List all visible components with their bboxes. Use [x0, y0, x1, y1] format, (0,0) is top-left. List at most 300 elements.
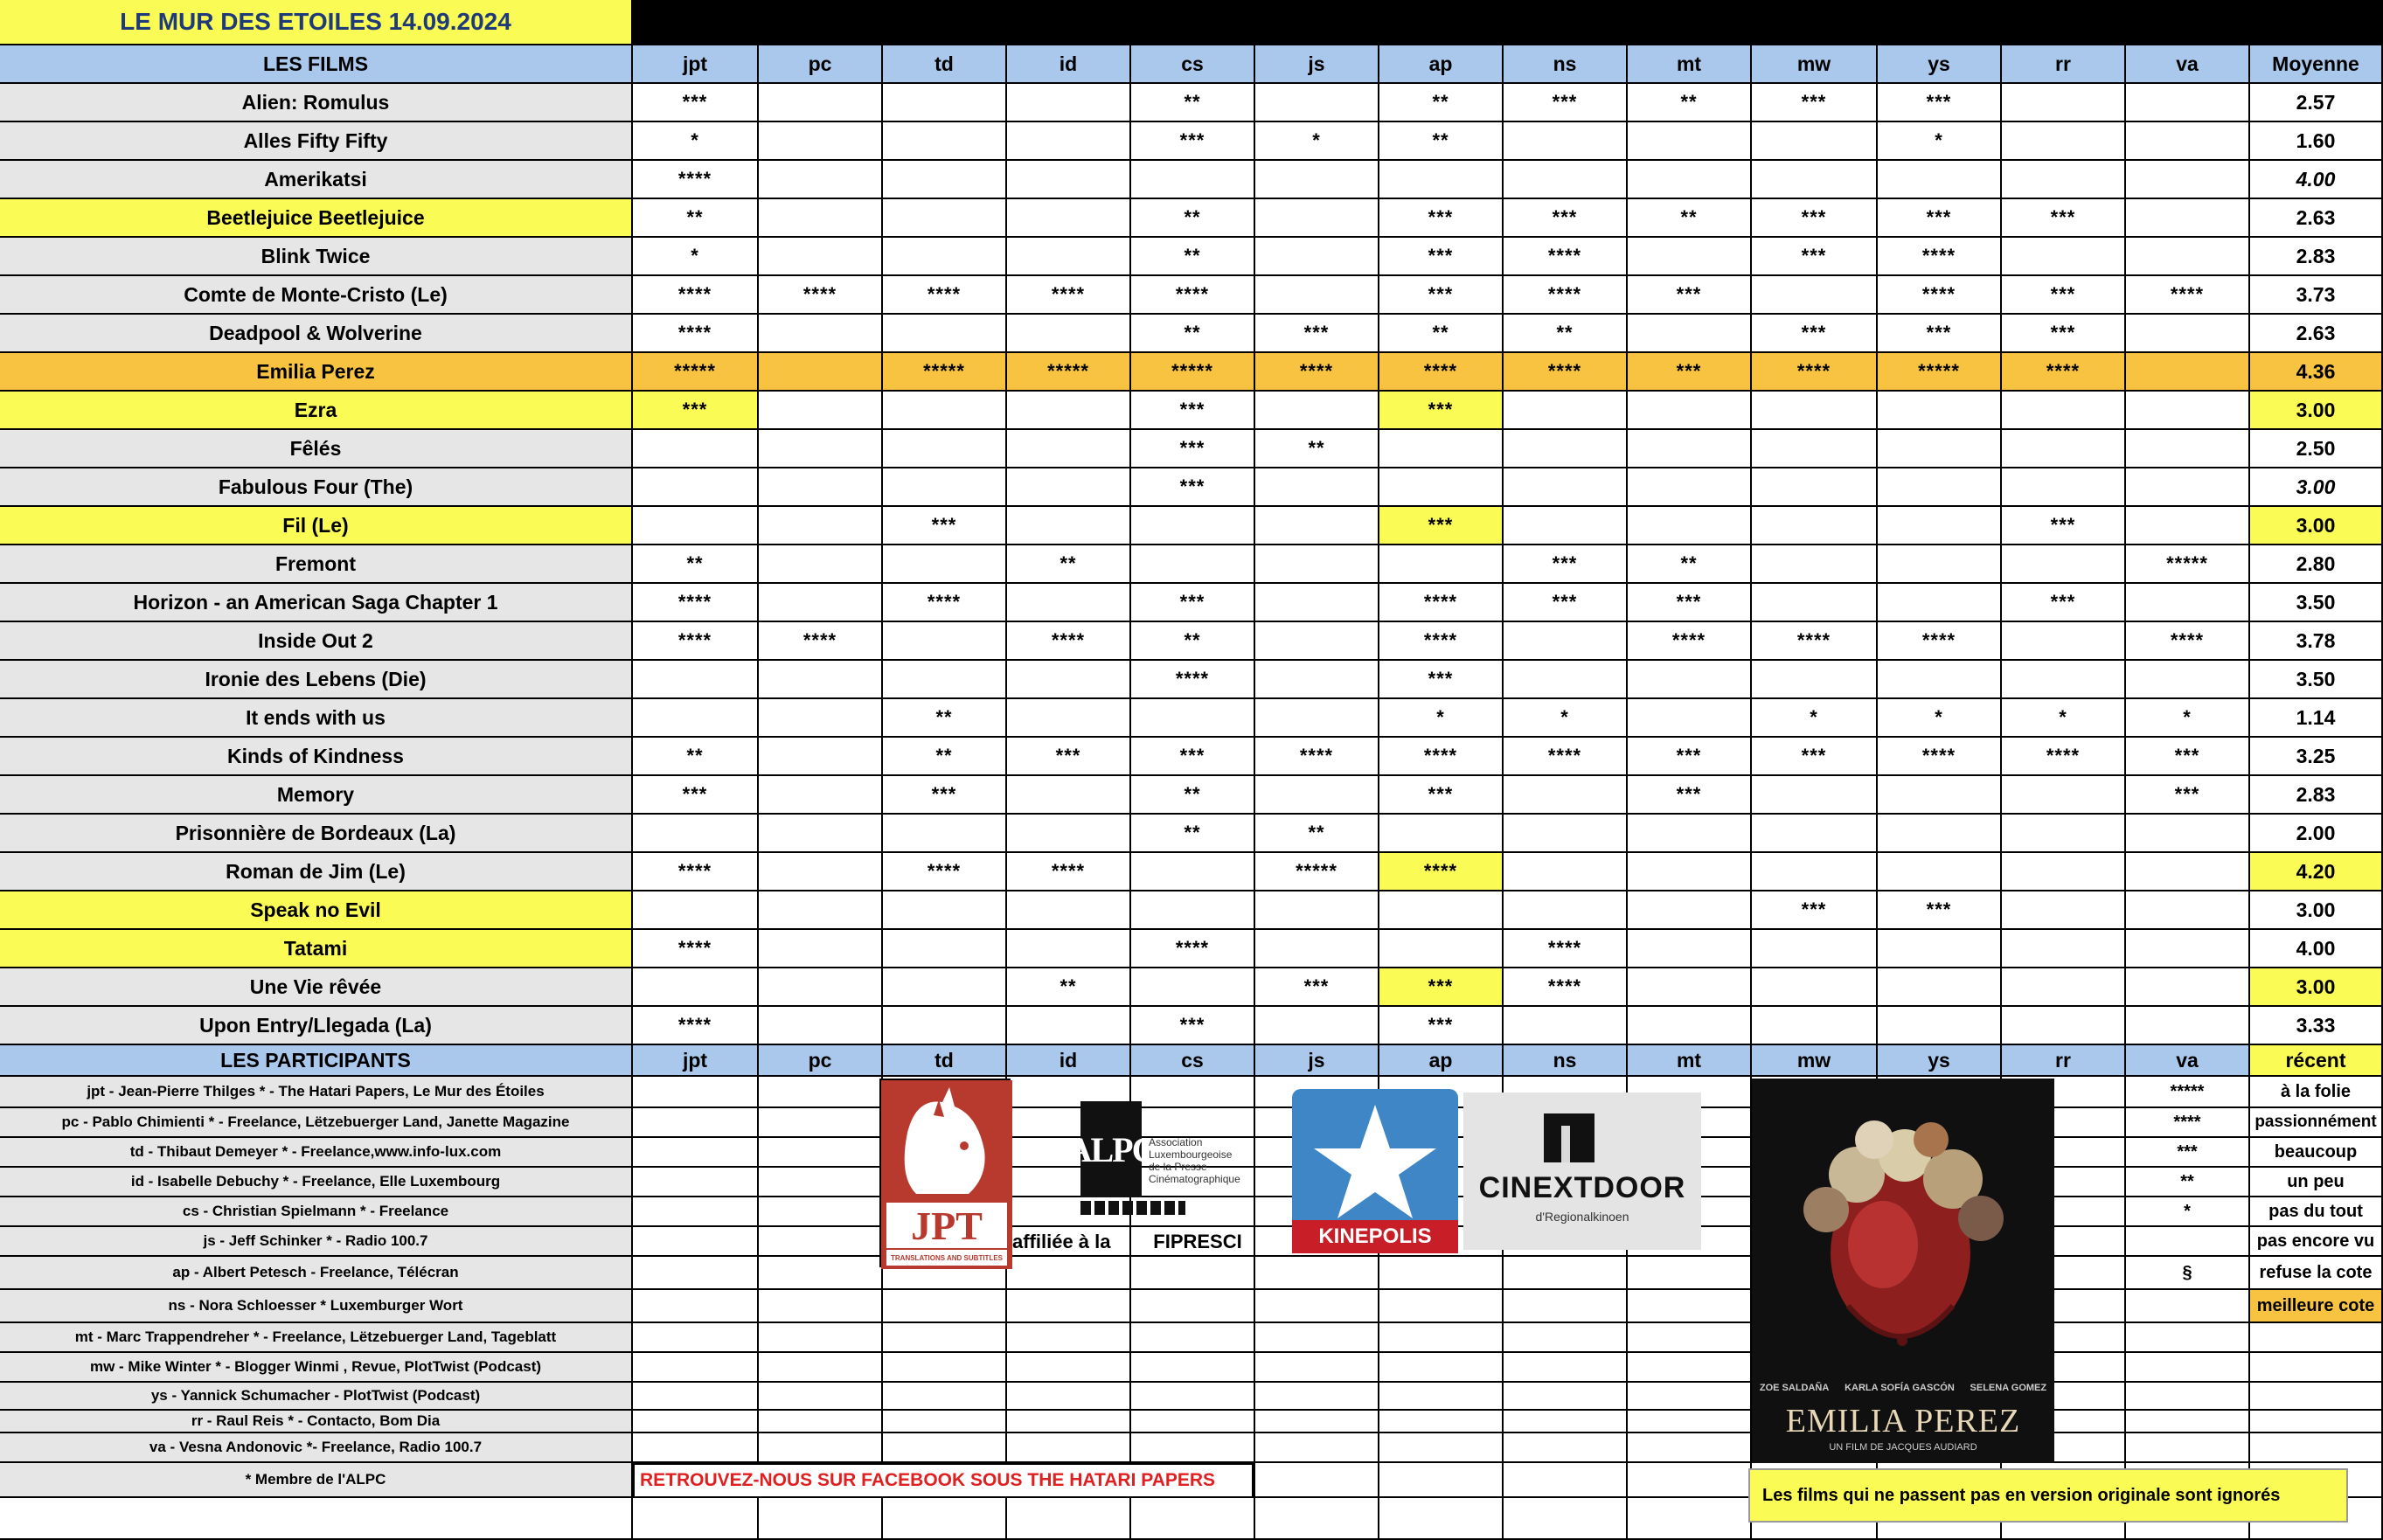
rating-cell: **** [1007, 853, 1131, 891]
rating-cell [1131, 968, 1255, 1007]
fipresci-text: FIPRESCI [1153, 1231, 1242, 1252]
rating-cell [1007, 122, 1131, 161]
door-icon [1544, 1113, 1594, 1162]
rating-cell: *** [1752, 199, 1878, 238]
rating-cell [1504, 430, 1628, 468]
rating-cell: *** [1752, 238, 1878, 276]
empty-cell [2250, 1433, 2383, 1463]
rating-cell [1628, 661, 1752, 699]
empty-cell [633, 1077, 759, 1108]
film-title: Fabulous Four (The) [0, 468, 633, 507]
rating-cell: **** [1379, 622, 1504, 661]
average-value: 3.50 [2250, 584, 2383, 622]
rating-cell [883, 238, 1007, 276]
empty-cell [1131, 1498, 1255, 1540]
rating-cell [759, 315, 883, 353]
rating-cell: **** [2002, 738, 2126, 776]
rating-cell [759, 968, 883, 1007]
film-title: Ezra [0, 392, 633, 430]
average-value: 2.57 [2250, 84, 2383, 122]
participant-entry: pc - Pablo Chimienti * - Freelance, Lëtzebuerger Land, Janette Magazine [0, 1108, 633, 1138]
rating-cell [1628, 122, 1752, 161]
rating-cell: **** [883, 584, 1007, 622]
empty-cell [759, 1227, 883, 1257]
average-value: 3.73 [2250, 276, 2383, 315]
empty-cell [1504, 1353, 1628, 1383]
rating-cell: *** [1379, 1007, 1504, 1045]
rating-cell [1752, 584, 1878, 622]
rating-cell [1504, 622, 1628, 661]
rating-cell [2002, 161, 2126, 199]
rating-cell [1628, 891, 1752, 930]
rating-cell [759, 84, 883, 122]
participant-entry: jpt - Jean-Pierre Thilges * - The Hatari Papers, Le Mur des Étoiles [0, 1077, 633, 1108]
rating-cell [2126, 815, 2250, 853]
rating-cell [2002, 122, 2126, 161]
empty-cell [1255, 1411, 1379, 1433]
rating-cell [2002, 622, 2126, 661]
empty-cell [883, 1433, 1007, 1463]
rating-cell [883, 891, 1007, 930]
empty-cell [1007, 1411, 1131, 1433]
rating-cell [2002, 930, 2126, 968]
empty-cell [759, 1168, 883, 1197]
critic-header-ap: ap [1379, 45, 1504, 84]
rating-cell: *** [1131, 584, 1255, 622]
rating-cell: * [1255, 122, 1379, 161]
empty-cell [1131, 1323, 1255, 1353]
rating-cell: *** [1504, 584, 1628, 622]
empty-cell [759, 1077, 883, 1108]
film-title: Roman de Jim (Le) [0, 853, 633, 891]
rating-cell [883, 392, 1007, 430]
empty-cell [2250, 1411, 2383, 1433]
rating-cell: *** [2002, 507, 2126, 545]
rating-cell [633, 430, 759, 468]
rating-cell: *** [1379, 507, 1504, 545]
title-bar-black [633, 0, 2383, 45]
rating-cell [759, 430, 883, 468]
rating-cell [633, 661, 759, 699]
empty-cell [1255, 1463, 1379, 1498]
rating-cell [759, 584, 883, 622]
rating-cell: **** [1504, 968, 1628, 1007]
rating-cell [1878, 776, 2002, 815]
rating-cell [883, 661, 1007, 699]
rating-cell [1752, 661, 1878, 699]
legend-stars: *** [2126, 1138, 2250, 1168]
empty-cell [1379, 1463, 1504, 1498]
rating-cell: **** [1752, 622, 1878, 661]
empty-cell [633, 1353, 759, 1383]
rating-cell: ** [1131, 84, 1255, 122]
rating-cell [2002, 661, 2126, 699]
rating-cell [1752, 545, 1878, 584]
empty-cell [759, 1290, 883, 1323]
rating-cell [1007, 776, 1131, 815]
empty-cell [633, 1197, 759, 1227]
film-strip-icon [1080, 1201, 1185, 1215]
rating-cell [1878, 430, 2002, 468]
rating-cell: ** [1131, 776, 1255, 815]
rating-cell: ***** [1007, 353, 1131, 392]
participant-code-mw: mw [1752, 1045, 1878, 1077]
rating-cell [2126, 84, 2250, 122]
rating-cell [1752, 968, 1878, 1007]
film-title: Fêlés [0, 430, 633, 468]
rating-cell: **** [1255, 738, 1379, 776]
rating-cell [883, 161, 1007, 199]
rating-cell: *** [2126, 776, 2250, 815]
participant-code-td: td [883, 1045, 1007, 1077]
empty-cell [1628, 1353, 1752, 1383]
poster-cast: ZOE SALDAÑA KARLA SOFÍA GASCÓN SELENA GOMEZ [1759, 1383, 2047, 1393]
rating-cell [633, 699, 759, 738]
rating-cell [1255, 622, 1379, 661]
film-title: Horizon - an American Saga Chapter 1 [0, 584, 633, 622]
empty-cell [1628, 1323, 1752, 1353]
rating-cell: **** [1504, 738, 1628, 776]
average-value: 2.83 [2250, 776, 2383, 815]
empty-cell [759, 1353, 883, 1383]
rating-cell [1255, 584, 1379, 622]
participant-code-mt: mt [1628, 1045, 1752, 1077]
film-title: It ends with us [0, 699, 633, 738]
rating-cell: **** [633, 161, 759, 199]
rating-cell [1628, 507, 1752, 545]
rating-cell [2126, 584, 2250, 622]
average-value: 3.78 [2250, 622, 2383, 661]
rating-cell: *** [1628, 776, 1752, 815]
empty-cell [633, 1108, 759, 1138]
film-title: Ironie des Lebens (Die) [0, 661, 633, 699]
rating-cell: * [1504, 699, 1628, 738]
rating-cell [1504, 891, 1628, 930]
participants-header: LES PARTICIPANTS [0, 1045, 633, 1077]
rating-cell: *** [1131, 1007, 1255, 1045]
critic-header-ys: ys [1878, 45, 2002, 84]
rating-cell [2002, 545, 2126, 584]
rating-cell [1628, 930, 1752, 968]
empty-cell [1007, 1257, 1131, 1290]
rating-cell [883, 622, 1007, 661]
participant-code-ns: ns [1504, 1045, 1628, 1077]
rating-cell [1504, 1007, 1628, 1045]
rating-cell: **** [633, 853, 759, 891]
rating-cell [1504, 161, 1628, 199]
rating-cell: ** [1379, 84, 1504, 122]
empty-cell [2250, 1323, 2383, 1353]
rating-cell [1628, 1007, 1752, 1045]
rating-cell [1878, 468, 2002, 507]
empty-cell [759, 1108, 883, 1138]
empty-cell [633, 1138, 759, 1168]
rating-cell: **** [1007, 622, 1131, 661]
rating-cell: *** [883, 776, 1007, 815]
rating-cell [759, 161, 883, 199]
rating-cell [1007, 315, 1131, 353]
film-title: Une Vie rêvée [0, 968, 633, 1007]
rating-cell: *** [1379, 968, 1504, 1007]
rating-cell [2126, 430, 2250, 468]
legend-label: meilleure cote [2250, 1290, 2383, 1323]
jpt-logo-text: JPT [911, 1203, 983, 1248]
rating-cell [1878, 968, 2002, 1007]
rating-cell [2002, 468, 2126, 507]
rating-cell: ***** [883, 353, 1007, 392]
rating-cell: *** [1379, 238, 1504, 276]
legend-stars: **** [2126, 1108, 2250, 1138]
rating-cell: *** [1379, 776, 1504, 815]
rating-cell: **** [1504, 353, 1628, 392]
rating-cell: *** [1752, 738, 1878, 776]
empty-cell [1504, 1290, 1628, 1323]
rating-cell: **** [1379, 584, 1504, 622]
rating-cell: ***** [633, 353, 759, 392]
rating-cell: *** [2002, 315, 2126, 353]
empty-cell [1007, 1383, 1131, 1411]
rating-cell: *** [1504, 84, 1628, 122]
rating-cell [883, 468, 1007, 507]
empty-cell [633, 1323, 759, 1353]
rating-cell: *** [1628, 276, 1752, 315]
recent-header: récent [2250, 1045, 2383, 1077]
rating-cell: **** [1878, 238, 2002, 276]
rating-cell [2126, 968, 2250, 1007]
rating-cell [1752, 507, 1878, 545]
empty-cell [1504, 1323, 1628, 1353]
film-title: Alles Fifty Fifty [0, 122, 633, 161]
rating-cell: **** [883, 853, 1007, 891]
rating-cell [1255, 238, 1379, 276]
rating-cell [759, 199, 883, 238]
empty-cell [1504, 1433, 1628, 1463]
film-title: Upon Entry/Llegada (La) [0, 1007, 633, 1045]
average-value: 3.00 [2250, 468, 2383, 507]
film-title: Emilia Perez [0, 353, 633, 392]
average-value: 3.25 [2250, 738, 2383, 776]
rating-cell [883, 545, 1007, 584]
film-title: Speak no Evil [0, 891, 633, 930]
rating-cell: ***** [2126, 545, 2250, 584]
empty-cell [1255, 1323, 1379, 1353]
critic-header-rr: rr [2002, 45, 2126, 84]
film-title: Memory [0, 776, 633, 815]
film-title: Deadpool & Wolverine [0, 315, 633, 353]
rating-cell [2126, 353, 2250, 392]
rating-cell [1628, 853, 1752, 891]
rating-cell: **** [1504, 238, 1628, 276]
rating-cell: **** [633, 622, 759, 661]
film-title: Kinds of Kindness [0, 738, 633, 776]
rating-cell [883, 1007, 1007, 1045]
empty-cell [633, 1411, 759, 1433]
rating-cell [1007, 930, 1131, 968]
empty-cell [633, 1168, 759, 1197]
participant-entry: td - Thibaut Demeyer * - Freelance,www.info-lux.com [0, 1138, 633, 1168]
average-value: 4.36 [2250, 353, 2383, 392]
empty-cell [1628, 1257, 1752, 1290]
legend-label: pas du tout [2250, 1197, 2383, 1227]
empty-cell [1379, 1290, 1504, 1323]
rating-cell [1379, 430, 1504, 468]
poster-title: EMILIA PEREZ [1785, 1403, 2021, 1439]
average-value: 3.00 [2250, 968, 2383, 1007]
rating-cell [1255, 84, 1379, 122]
rating-cell [1255, 1007, 1379, 1045]
rating-cell [759, 468, 883, 507]
rating-cell [1255, 661, 1379, 699]
rating-cell [2126, 199, 2250, 238]
legend-stars [2126, 1290, 2250, 1323]
rating-cell [1752, 430, 1878, 468]
empty-cell [883, 1353, 1007, 1383]
rating-cell: *** [883, 507, 1007, 545]
rating-cell: *** [1379, 276, 1504, 315]
empty-cell [883, 1411, 1007, 1433]
rating-cell [1007, 84, 1131, 122]
empty-cell [2126, 1323, 2250, 1353]
legend-label: beaucoup [2250, 1138, 2383, 1168]
rating-cell [1752, 392, 1878, 430]
rating-cell [1007, 891, 1131, 930]
vo-note: Les films qui ne passent pas en version originale sont ignorés [1748, 1468, 2348, 1523]
rating-cell [2002, 891, 2126, 930]
rating-cell: *** [1131, 430, 1255, 468]
critic-header-mw: mw [1752, 45, 1878, 84]
rating-cell: **** [2002, 353, 2126, 392]
rating-cell: *** [2002, 276, 2126, 315]
rating-cell [759, 507, 883, 545]
rating-cell [1379, 161, 1504, 199]
legend-label: un peu [2250, 1168, 2383, 1197]
rating-cell: *** [1007, 738, 1131, 776]
rating-cell: **** [1752, 353, 1878, 392]
rating-cell: *** [2002, 584, 2126, 622]
rating-cell: * [1878, 122, 2002, 161]
rating-cell [1628, 468, 1752, 507]
average-value: 2.83 [2250, 238, 2383, 276]
rating-cell [1504, 776, 1628, 815]
rating-cell: *** [1752, 84, 1878, 122]
rating-cell: ** [633, 738, 759, 776]
rating-cell: **** [633, 315, 759, 353]
average-value: 4.00 [2250, 930, 2383, 968]
rating-cell [883, 199, 1007, 238]
rating-cell [2126, 891, 2250, 930]
rating-cell: *** [1131, 122, 1255, 161]
rating-cell: *** [1878, 84, 2002, 122]
legend-stars: ***** [2126, 1077, 2250, 1108]
participant-entry: va - Vesna Andonovic *- Freelance, Radio 100.7 [0, 1433, 633, 1463]
empty-cell [1131, 1257, 1255, 1290]
rating-cell: *** [1131, 738, 1255, 776]
rating-cell [1131, 699, 1255, 738]
rating-cell [1628, 968, 1752, 1007]
rating-cell: **** [2126, 276, 2250, 315]
participant-entry: cs - Christian Spielmann * - Freelance [0, 1197, 633, 1227]
rating-cell: *** [633, 84, 759, 122]
alpc-letters: ALPC [1080, 1101, 1142, 1197]
empty-cell [1131, 1433, 1255, 1463]
empty-cell [633, 1498, 759, 1540]
rating-cell [759, 392, 883, 430]
empty-cell [1504, 1463, 1628, 1498]
empty-cell [883, 1498, 1007, 1540]
rating-cell [759, 122, 883, 161]
rating-cell [1504, 122, 1628, 161]
rating-cell [759, 545, 883, 584]
rating-cell [1007, 430, 1131, 468]
rating-cell: * [633, 238, 759, 276]
rating-cell: *** [1504, 199, 1628, 238]
participant-entry: ys - Yannick Schumacher - PlotTwist (Podcast) [0, 1383, 633, 1411]
rating-cell [1752, 468, 1878, 507]
rating-cell [1878, 545, 2002, 584]
participant-code-cs: cs [1131, 1045, 1255, 1077]
rating-cell [759, 891, 883, 930]
rating-cell [759, 815, 883, 853]
rating-cell: ** [1131, 238, 1255, 276]
empty-cell [1628, 1433, 1752, 1463]
rating-cell: **** [1379, 738, 1504, 776]
rating-cell [1007, 468, 1131, 507]
rating-cell [1007, 1007, 1131, 1045]
average-value: 2.00 [2250, 815, 2383, 853]
rating-cell [2002, 815, 2126, 853]
rating-cell: **** [1878, 738, 2002, 776]
empty-cell [633, 1290, 759, 1323]
rating-cell [2126, 161, 2250, 199]
empty-cell [759, 1498, 883, 1540]
rating-cell [1504, 507, 1628, 545]
rating-cell [1379, 815, 1504, 853]
film-title: Tatami [0, 930, 633, 968]
empty-cell [1007, 1290, 1131, 1323]
film-title: Fil (Le) [0, 507, 633, 545]
facebook-note: RETROUVEZ-NOUS SUR FACEBOOK SOUS THE HATARI PAPERS [633, 1463, 1254, 1498]
participant-entry: js - Jeff Schinker * - Radio 100.7 [0, 1227, 633, 1257]
empty-cell [1131, 1411, 1255, 1433]
empty-cell [1379, 1353, 1504, 1383]
empty-cell [759, 1197, 883, 1227]
rating-cell [2126, 507, 2250, 545]
rating-cell [1752, 161, 1878, 199]
rating-cell [1007, 661, 1131, 699]
rating-cell: **** [883, 276, 1007, 315]
rating-cell [633, 507, 759, 545]
rating-cell: * [1878, 699, 2002, 738]
average-value: 3.50 [2250, 661, 2383, 699]
rating-cell: ** [1628, 545, 1752, 584]
rating-cell [2126, 315, 2250, 353]
rating-cell [1131, 853, 1255, 891]
rating-cell: ** [883, 699, 1007, 738]
rating-cell: ***** [1255, 853, 1379, 891]
rating-cell [883, 930, 1007, 968]
participant-entry: ns - Nora Schloesser * Luxemburger Wort [0, 1290, 633, 1323]
rating-cell [1752, 276, 1878, 315]
rating-cell: *** [1878, 891, 2002, 930]
empty-cell [759, 1323, 883, 1353]
legend-label: à la folie [2250, 1077, 2383, 1108]
critic-header-pc: pc [759, 45, 883, 84]
rating-cell [1007, 699, 1131, 738]
rating-cell: **** [1379, 353, 1504, 392]
rating-cell: ** [1379, 122, 1504, 161]
empty-cell [633, 1227, 759, 1257]
rating-cell: **** [1878, 276, 2002, 315]
